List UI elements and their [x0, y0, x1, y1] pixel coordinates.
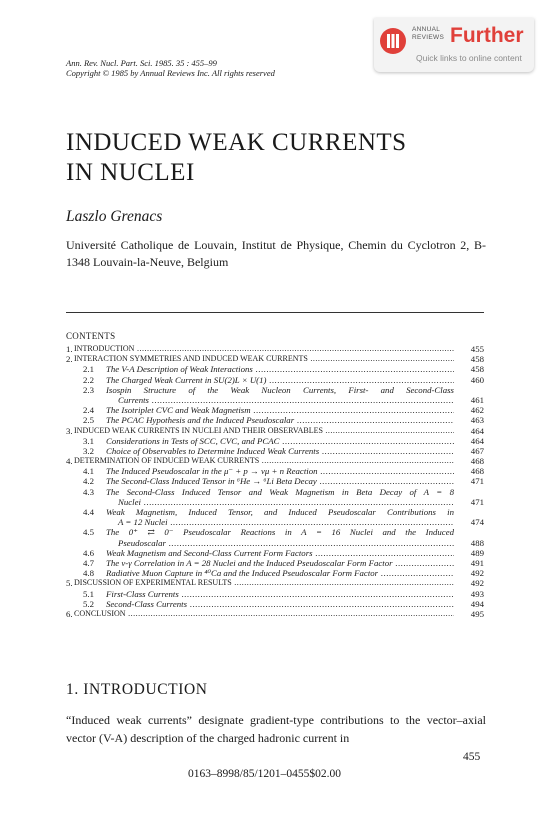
toc-number: 5.2 [83, 598, 94, 609]
toc-entry[interactable] [66, 568, 484, 578]
toc-entry[interactable] [66, 548, 484, 558]
toc-text: Weak Magnetism and Second-Class Current Form Factors ..... [106, 548, 454, 558]
toc-page: 471 [470, 476, 484, 487]
toc-entry[interactable] [66, 466, 484, 476]
toc-entry[interactable] [66, 476, 484, 486]
toc-page: 458 [470, 354, 484, 365]
toc-number: 4.7 [83, 558, 94, 568]
toc-text: The 0⁺ ⇄ 0⁻ Pseudoscalar Reactions in A = 16 Nuclei and the Induced Pseudoscalar ..... [106, 527, 454, 547]
toc-number: 4.4 [83, 507, 94, 518]
toc-number: 4. [66, 456, 73, 467]
journal-citation: Ann. Rev. Nucl. Part. Sci. 1985. 35 : 455–99 Copyright © 1985 by Annual Reviews Inc. All rights reserved [66, 58, 275, 78]
section-heading: 1. INTRODUCTION [66, 681, 208, 698]
toc-text: CONCLUSION ..... [74, 609, 454, 619]
toc-number: 4.1 [83, 466, 94, 477]
toc-entry[interactable] [66, 446, 484, 456]
toc-number: 2.2 [83, 374, 94, 385]
toc-text: First-Class Currents ..... [106, 589, 454, 599]
toc-text: DISCUSSION OF EXPERIMENTAL RESULTS ..... [74, 578, 454, 588]
toc-number: 4.6 [83, 547, 94, 558]
toc-entry[interactable] [66, 578, 484, 588]
toc-page: 455 [470, 344, 484, 354]
toc-page: 467 [470, 445, 484, 456]
toc-number: 2.4 [83, 405, 94, 416]
toc-page: 492 [470, 568, 484, 579]
toc-text: INTERACTION SYMMETRIES AND INDUCED WEAK CURRENTS ..... [74, 354, 454, 364]
toc-text: DETERMINATION OF INDUCED WEAK CURRENTS ..... [74, 456, 454, 466]
toc-number: 3. [66, 425, 73, 436]
toc-page: 474 [470, 517, 484, 528]
toc-entry[interactable] [66, 344, 484, 354]
toc-text: The Charged Weak Current in SU(2)L × U(1) ..... [106, 375, 454, 385]
toc-page: 461 [470, 394, 484, 405]
toc-text: Choice of Observables to Determine Induced Weak Currents ..... [106, 446, 454, 456]
toc-page: 488 [470, 537, 484, 548]
further-badge[interactable] [374, 18, 534, 72]
toc-number: 4.5 [83, 527, 94, 538]
toc-entry[interactable] [66, 364, 484, 374]
toc-entry[interactable] [66, 436, 484, 446]
toc-entry[interactable] [66, 415, 484, 425]
toc-entry[interactable] [66, 375, 484, 385]
toc-entry[interactable] [66, 589, 484, 599]
toc-entry[interactable] [66, 487, 484, 507]
toc-number: 2. [66, 354, 73, 365]
toc-number: 3.2 [83, 445, 94, 456]
toc-entry[interactable] [66, 354, 484, 364]
toc-text: Considerations in Tests of SCC, CVC, and PCAC ..... [106, 436, 454, 446]
quick-links-text[interactable]: Quick links to online content [416, 53, 522, 63]
toc-entry[interactable] [66, 599, 484, 609]
toc-text: The Second-Class Induced Tensor in ⁶He → ⁶Li Beta Decay ..... [106, 476, 454, 486]
toc-entry[interactable] [66, 385, 484, 405]
toc-entry[interactable] [66, 456, 484, 466]
table-of-contents [66, 344, 484, 619]
toc-page: 495 [470, 608, 484, 619]
toc-number: 4.3 [83, 486, 94, 497]
toc-number: 2.5 [83, 415, 94, 426]
toc-page: 468 [470, 466, 484, 477]
toc-number: 1. [66, 344, 73, 354]
toc-page: 460 [470, 374, 484, 385]
toc-page: 493 [470, 588, 484, 599]
toc-text: The Induced Pseudoscalar in the μ⁻ + p → νμ + n Reaction ..... [106, 466, 454, 476]
body-paragraph: “Induced weak currents” designate gradient-type contributions to the vector–axial vector (V-A) description of the charged hadronic current in [66, 713, 486, 745]
toc-entry[interactable] [66, 426, 484, 436]
toc-entry[interactable] [66, 558, 484, 568]
footer-code: 0163–8998/85/1201–0455$02.00 [188, 768, 342, 780]
toc-number: 6. [66, 608, 73, 619]
further-label[interactable]: Further [450, 24, 524, 47]
annual-reviews-logo-icon [380, 28, 406, 54]
toc-number: 4.8 [83, 568, 94, 579]
toc-entry[interactable] [66, 507, 484, 527]
toc-text: Second-Class Currents ..... [106, 599, 454, 609]
article-title: INDUCED WEAK CURRENTS IN NUCLEI [66, 129, 407, 186]
author-name: Laszlo Grenacs [66, 208, 163, 225]
toc-page: 468 [470, 456, 484, 467]
toc-page: 463 [470, 415, 484, 426]
toc-page: 492 [470, 578, 484, 589]
toc-page: 471 [470, 496, 484, 507]
toc-page: 462 [470, 405, 484, 416]
toc-text: The PCAC Hypothesis and the Induced Pseudoscalar ..... [106, 415, 454, 425]
toc-text: Radiative Muon Capture in ⁴⁰Ca and the Induced Pseudoscalar Form Factor ..... [106, 568, 454, 578]
toc-number: 2.1 [83, 364, 94, 375]
toc-page: 458 [470, 364, 484, 375]
author-affiliation: Université Catholique de Louvain, Institut de Physique, Chemin du Cyclotron 2, B-1348 Louvain-la-Neuve, Belgium [66, 238, 486, 269]
toc-text: The ν-γ Correlation in A = 28 Nuclei and the Induced Pseudoscalar Form Factor ..... [106, 558, 454, 568]
toc-text: The V-A Description of Weak Interactions ..... [106, 364, 454, 374]
toc-entry[interactable] [66, 405, 484, 415]
divider [66, 312, 484, 313]
toc-text: INTRODUCTION ..... [74, 344, 454, 354]
toc-number: 2.3 [83, 384, 94, 395]
toc-entry[interactable] [66, 609, 484, 619]
toc-page: 494 [470, 598, 484, 609]
toc-text: The Second-Class Induced Tensor and Weak Magnetism in Beta Decay of A = 8 Nuclei ..... [106, 487, 454, 507]
toc-page: 489 [470, 547, 484, 558]
toc-entry[interactable] [66, 527, 484, 547]
toc-number: 3.1 [83, 435, 94, 446]
toc-number: 4.2 [83, 476, 94, 487]
toc-number: 5.1 [83, 588, 94, 599]
contents-heading: CONTENTS [66, 331, 116, 341]
page-number: 455 [463, 751, 481, 763]
toc-page: 464 [470, 425, 484, 436]
toc-text: The Isotriplet CVC and Weak Magnetism ..... [106, 405, 454, 415]
toc-text: Isospin Structure of the Weak Nucleon Currents, First- and Second-Class Currents ..... [106, 385, 454, 405]
toc-page: 464 [470, 435, 484, 446]
toc-text: INDUCED WEAK CURRENTS IN NUCLEI AND THEIR OBSERVABLES ..... [74, 426, 454, 436]
brand-name: ANNUAL REVIEWS [412, 26, 445, 41]
toc-page: 491 [470, 558, 484, 568]
toc-text: Weak Magnetism, Induced Tensor, and Induced Pseudoscalar Contributions in A = 12 Nuclei ..... [106, 507, 454, 527]
toc-number: 5. [66, 578, 73, 589]
